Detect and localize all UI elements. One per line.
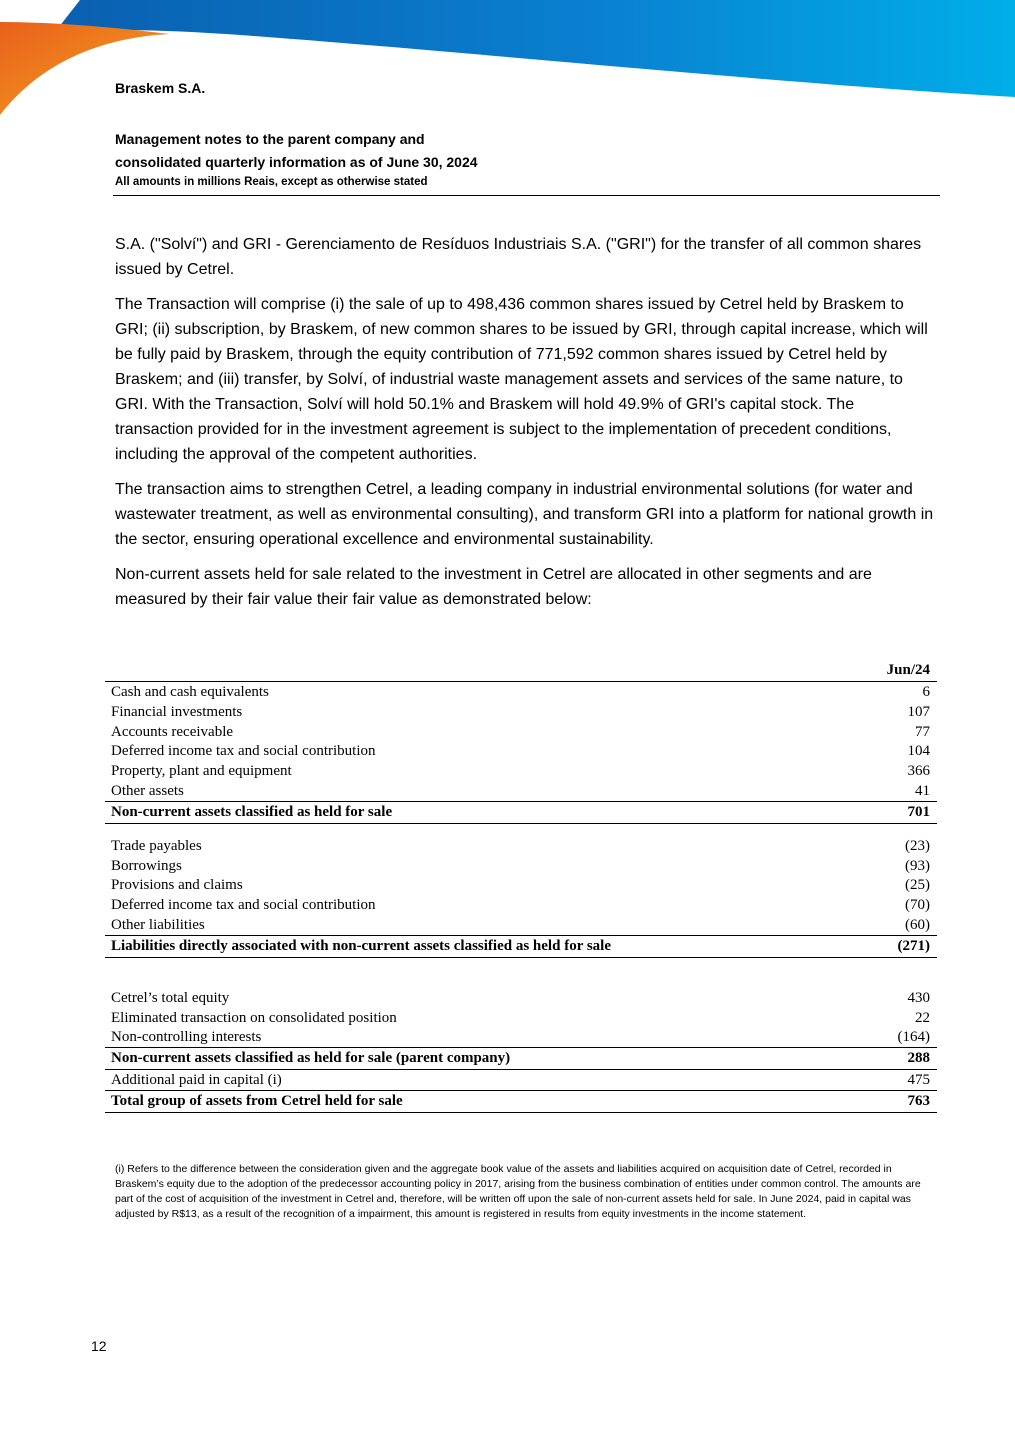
row-spacer xyxy=(105,958,937,988)
row-label: Eliminated transaction on consolidated position xyxy=(111,1009,397,1026)
row-label: Financial investments xyxy=(111,703,243,720)
page-number: 12 xyxy=(91,1338,107,1354)
table-row xyxy=(105,1008,937,1028)
row-value: 77 xyxy=(915,723,930,740)
row-label: Provisions and claims xyxy=(111,877,243,894)
row-label: Non-controlling interests xyxy=(111,1029,262,1046)
group-total-row xyxy=(105,1091,937,1113)
row-value: (23) xyxy=(905,837,930,854)
table-row xyxy=(105,836,937,856)
row-value: 104 xyxy=(907,743,930,760)
row-label: Trade payables xyxy=(111,837,202,854)
paragraph: The transaction aims to strengthen Cetrel, a leading company in industrial environmental solutions (for water and wastewater treatment, as well as environmental consulting), and transform GRI into a platform for national growth in the sector, ensuring operational excellence and environmental sustainability. xyxy=(115,481,934,548)
orange-swoosh-shape xyxy=(0,22,170,115)
table-row xyxy=(105,875,937,895)
row-value: 366 xyxy=(907,763,930,780)
table-row xyxy=(105,856,937,876)
row-label: Property, plant and equipment xyxy=(111,763,292,780)
row-value: 41 xyxy=(915,782,930,799)
table-row xyxy=(105,741,937,761)
row-value: 288 xyxy=(907,1050,930,1067)
row-value: (271) xyxy=(897,937,930,954)
body-text xyxy=(115,232,935,622)
table-row xyxy=(105,722,937,742)
table-row xyxy=(105,1027,937,1047)
row-label: Liabilities directly associated with non-current assets classified as held for sale xyxy=(111,937,611,954)
row-label: Other assets xyxy=(111,782,184,799)
row-label: Borrowings xyxy=(111,857,182,874)
table-header-row xyxy=(105,660,937,682)
financial-table xyxy=(105,660,937,1113)
footnote: (i) Refers to the difference between the consideration given and the aggregate book value of the assets and liabilities acquired on acquisition date of Cetrel, recorded in Braskem’s equity due to the adoption of the predecessor accounting policy in 2017, arising from the business combination of entities under common control. The amounts are part of the cost of acquisition of the investment in Cetrel and, therefore, will be written off upon the sale of non-current assets held for sale. In June 2024, paid in capital was adjusted by R$13, as a result of the recognition of a impairment, this amount is registered in results from equity investments in the income statement. xyxy=(115,1163,921,1220)
row-value: (25) xyxy=(905,877,930,894)
row-value: (70) xyxy=(905,897,930,914)
table-row xyxy=(105,781,937,801)
row-label: Cetrel’s total equity xyxy=(111,989,230,1006)
row-label: Deferred income tax and social contribution xyxy=(111,897,376,914)
row-label: Other liabilities xyxy=(111,916,205,933)
paragraph: S.A. ("Solví") and GRI - Gerenciamento de Resíduos Industriais S.A. ("GRI") for the transfer of all common shares issued by Cetrel. xyxy=(115,236,922,278)
row-label: Non-current assets classified as held for sale (parent company) xyxy=(111,1050,511,1067)
report-title-line1: Management notes to the parent company and xyxy=(115,131,425,147)
table-row xyxy=(105,1070,937,1091)
liabilities-total-row xyxy=(105,935,937,958)
row-label: Cash and cash equivalents xyxy=(111,684,269,700)
table-row xyxy=(105,895,937,915)
header-banner xyxy=(0,0,1015,130)
row-value: (93) xyxy=(905,857,930,874)
report-subtitle: All amounts in millions Reais, except as otherwise stated xyxy=(115,176,428,188)
row-label: Non-current assets classified as held for sale xyxy=(111,803,393,820)
row-value: (60) xyxy=(905,916,930,933)
row-value: (164) xyxy=(897,1029,930,1046)
table-row xyxy=(105,915,937,935)
report-title-line2: consolidated quarterly information as of June 30, 2024 xyxy=(115,154,478,170)
table-row xyxy=(105,702,937,722)
row-value: 107 xyxy=(907,703,930,720)
table-row xyxy=(105,761,937,781)
row-label: Total group of assets from Cetrel held for sale xyxy=(111,1092,403,1109)
paragraph: The Transaction will comprise (i) the sale of up to 498,436 common shares issued by Cetrel held by Braskem to GRI; (ii) subscription, by Braskem, of new common shares to be issued by GRI, through capital increase, which will be fully paid by Braskem, through the equity contribution of 771,592 common shares issued by Cetrel held by Braskem; and (iii) transfer, by Solví, of industrial waste management assets and services of the same nature, to GRI. With the Transaction, Solví will hold 50.1% and Braskem will hold 49.9% of GRI's capital stock. The transaction provided for in the investment agreement is subject to the implementation of precedent conditions, including the approval of the competent authorities. xyxy=(115,296,928,463)
header-divider xyxy=(113,195,940,196)
table-row xyxy=(105,682,937,702)
row-value: 701 xyxy=(907,803,930,820)
column-header: Jun/24 xyxy=(886,662,930,678)
row-value: 763 xyxy=(907,1092,930,1109)
table-row xyxy=(105,988,937,1008)
row-label: Deferred income tax and social contribution xyxy=(111,743,376,760)
parent-company-total-row xyxy=(105,1047,937,1070)
row-value: 430 xyxy=(907,989,930,1006)
row-spacer xyxy=(105,824,937,836)
assets-total-row xyxy=(105,801,937,824)
row-value: 22 xyxy=(915,1009,930,1026)
row-label: Additional paid in capital (i) xyxy=(111,1072,282,1089)
row-value: 475 xyxy=(907,1072,930,1089)
row-value: 6 xyxy=(922,684,930,700)
paragraph: Non-current assets held for sale related to the investment in Cetrel are allocated in other segments and are measured by their fair value their fair value as demonstrated below: xyxy=(115,566,872,608)
company-name: Braskem S.A. xyxy=(115,80,206,96)
row-label: Accounts receivable xyxy=(111,723,234,740)
